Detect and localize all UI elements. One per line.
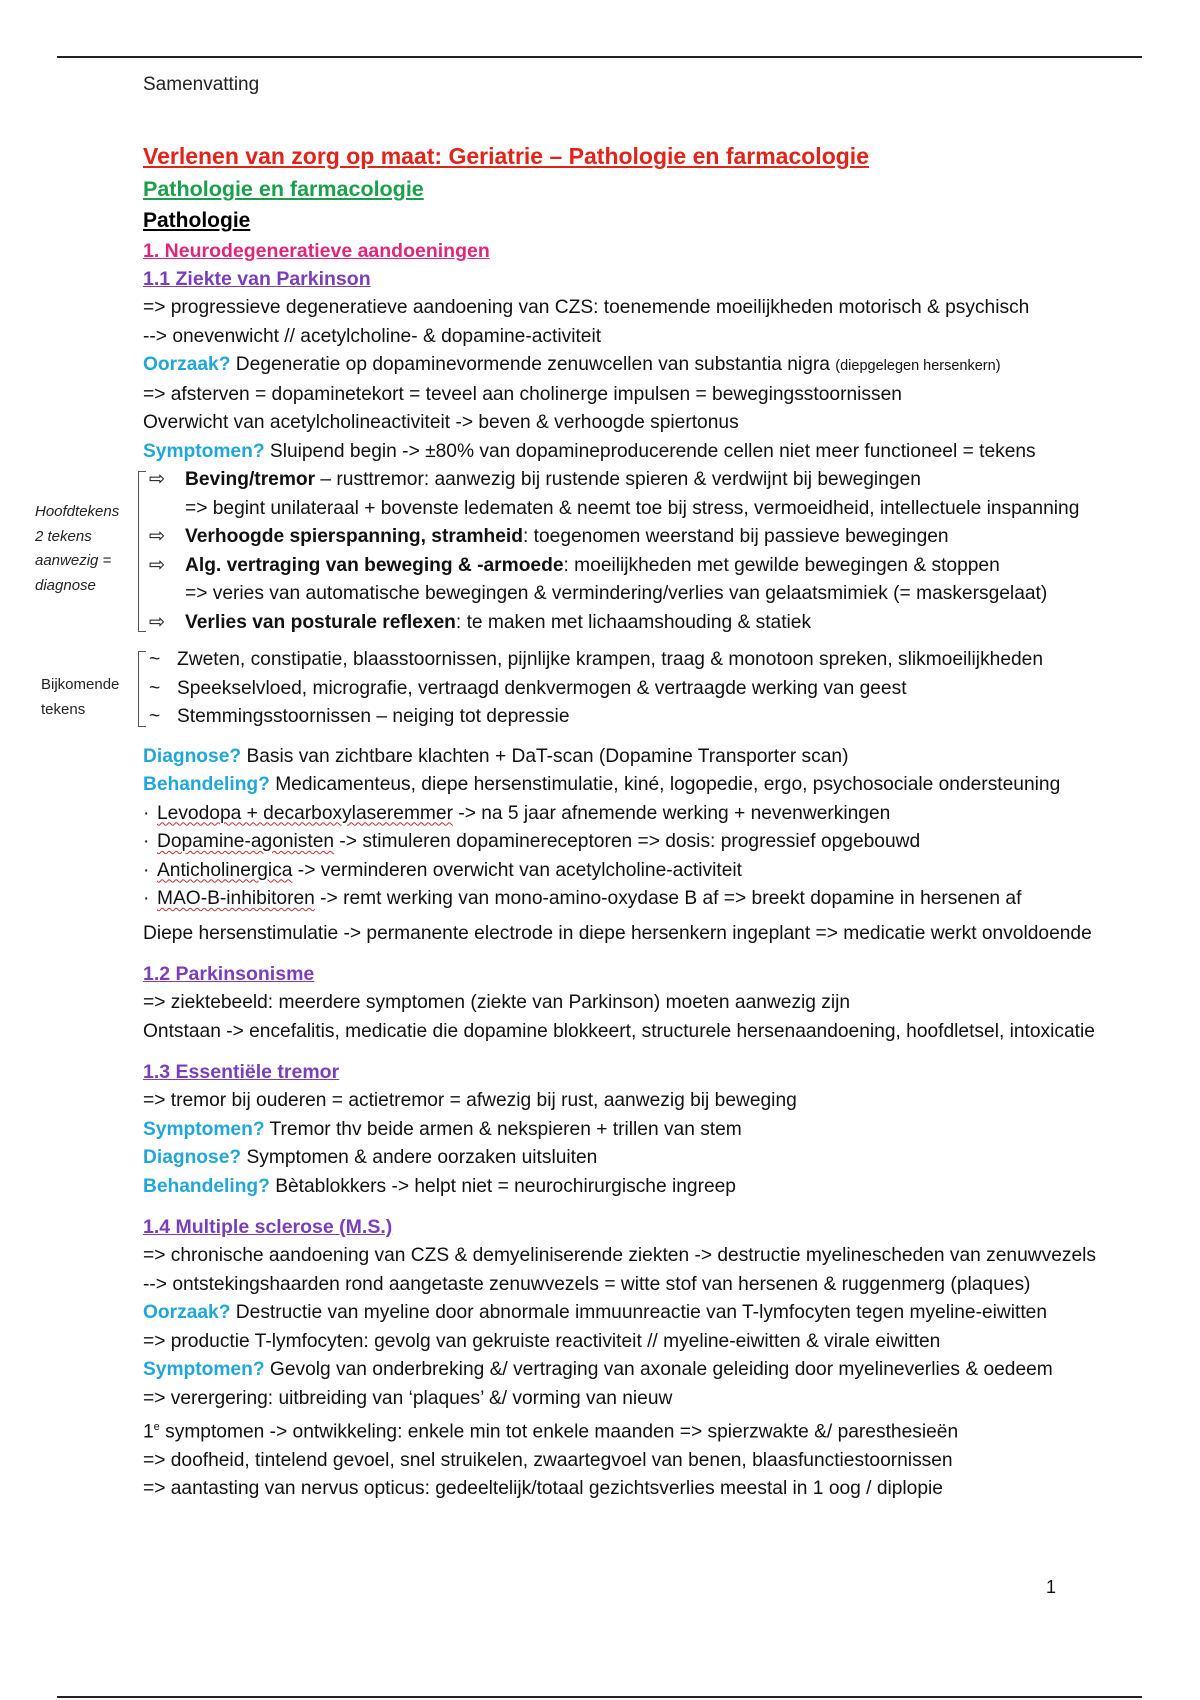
text-line: Diepe hersenstimulatie -> permanente electrode in diepe hersenkern ingeplant => medicatie werkt onvoldoende [143,922,1092,944]
text-line: => afsterven = dopaminetekort = teveel aan cholinerge impulsen = bewegingsstoornissen [143,383,902,405]
symptomen-line: Symptomen? Tremor thv beide armen & nekspieren + trillen van stem [143,1118,742,1140]
text-line: --> ontstekingshaarden rond aangetaste zenuwvezels = witte stof van hersenen & ruggenmerg (plaques) [143,1273,1031,1295]
bracket [138,471,146,632]
header-label: Samenvatting [143,74,260,95]
sub-title: Pathologie en farmacologie [143,177,424,201]
heading-tremor: 1.3 Essentiële tremor [143,1061,340,1083]
chapter-title: 1. Neurodegeneratieve aandoeningen [143,240,490,262]
behandeling-line: Behandeling? Medicamenteus, diepe hersenstimulatie, kiné, logopedie, ergo, psychosociale ondersteuning [143,774,1061,795]
tilde-icon: ~ [149,706,161,727]
bijkomende-list [143,646,1173,732]
symptomen-line: Symptomen? Gevolg van onderbreking &/ vertraging van axonale geleiding door myelineverlies & oedeem [143,1359,1053,1380]
page-number: 1 [1046,1577,1057,1597]
section-title: Pathologie [143,209,251,232]
oorzaak-line: Oorzaak? Degeneratie op dopaminevormende zenuwcellen van substantia nigra (diepgelegen hersenkern) [143,354,1001,375]
text-line: => progressieve degeneratieve aandoening van CZS: toenemende moeilijkheden motorisch & psychisch [143,297,1030,318]
list-item-cont: => veries van automatische bewegingen & vermindering/verlies van gelaatsmimiek (= maskersgelaat) [185,583,1048,604]
diagnose-line: Diagnose? Basis van zichtbare klachten + DaT-scan (Dopamine Transporter scan) [143,745,849,767]
list-item: ⇨ Verhoogde spierspanning, stramheid: toegenomen weerstand bij passieve bewegingen [143,523,1173,552]
oorzaak-line: Oorzaak? Destructie van myeline door abnormale immuunreactie van T-lymfocyten tegen myeline-eiwitten [143,1302,1048,1323]
text-line: => chronische aandoening van CZS & demyeliniserende ziekten -> destructie myelinescheden van zenuwvezels [143,1245,1096,1266]
heading-ms: 1.4 Multiple sclerose (M.S.) [143,1216,393,1238]
bullet-icon: · [143,888,150,909]
side-note-bijkomende: Bijkomende tekens [41,676,120,718]
main-title: Verlenen van zorg op maat: Geriatrie – Pathologie en farmacologie [143,143,869,169]
arrow-icon: ⇨ [149,526,166,547]
text-line: => doofheid, tintelend gevoel, snel struikelen, zwaartegvoel van benen, blaasfunctiestoornissen [143,1449,953,1471]
list-item: ⇨ Alg. vertraging van beweging & -armoede: moeilijkheden met gewilde bewegingen & stoppen [143,552,1173,581]
arrow-icon: ⇨ [149,611,166,633]
list-item-cont: => begint unilateraal + bovenste ledematen & neemt toe bij stress, vermoeidheid, intellectuele inspanning [185,497,1080,519]
list-item: ⇨ Verlies van posturale reflexen: te maken met lichaamshouding & statiek [143,609,1173,638]
bracket [138,651,146,727]
symptomen-line: Symptomen? Sluipend begin -> ±80% van dopamineproducerende cellen niet meer functioneel = tekens [143,440,1036,462]
hoofdtekens-list [143,466,1173,637]
tilde-icon: ~ [149,649,161,670]
text-line: => aantasting van nervus opticus: gedeeltelijk/totaal gezichtsverlies meestal in 1 oog / diplopie [143,1478,943,1500]
med-item: · Levodopa + decarboxylaseremmer -> na 5 jaar afnemende werking + nevenwerkingen [143,800,1173,829]
med-item: · Dopamine-agonisten -> stimuleren dopaminereceptoren => dosis: progressief opgebouwd [143,828,1173,857]
text-line: => tremor bij ouderen = actietremor = afwezig bij rust, aanwezig bij beweging [143,1090,797,1111]
heading-parkinsonisme: 1.2 Parkinsonisme [143,963,315,985]
bullet-icon: · [143,831,150,852]
side-note-hoofdtekens: Hoofdtekens 2 tekens aanwezig = diagnose [35,503,120,594]
text-line: => verergering: uitbreiding van ‘plaques’ &/ vorming van nieuw [143,1387,673,1409]
arrow-icon: ⇨ [149,554,166,576]
heading-parkinson: 1.1 Ziekte van Parkinson [143,268,371,290]
list-item: ~ Speekselvloed, micrografie, vertraagd denkvermogen & vertraagde werking van geest [143,675,1173,704]
list-item: ~ Zweten, constipatie, blaasstoornissen, pijnlijke krampen, traag & monotoon spreken, slikmoeilijkheden [143,646,1173,675]
tilde-icon: ~ [149,677,161,699]
behandeling-line: Behandeling? Bètablokkers -> helpt niet = neurochirurgische ingreep [143,1175,736,1197]
med-item: · Anticholinergica -> verminderen overwicht van acetylcholine-activiteit [143,857,1173,886]
text-line: 1e symptomen -> ontwikkeling: enkele min tot enkele maanden => spierzwakte &/ paresthesieën [143,1421,959,1443]
text-line: --> onevenwicht // acetylcholine- & dopamine-activiteit [143,325,602,347]
text-line: Ontstaan -> encefalitis, medicatie die dopamine blokkeert, structurele hersenaandoening, hoofdletsel, intoxicatie [143,1020,1095,1042]
diagnose-line: Diagnose? Symptomen & andere oorzaken uitsluiten [143,1147,598,1168]
bullet-icon: · [143,859,150,881]
bullet-icon: · [143,802,150,824]
list-item: ~ Stemmingsstoornissen – neiging tot depressie [143,703,1173,732]
med-item: · MAO-B-inhibitoren -> remt werking van mono-amino-oxydase B af => breekt dopamine in hersenen af [143,885,1173,914]
top-rule [57,56,1142,58]
list-item: ⇨ Beving/tremor – rusttremor: aanwezig bij rustende spieren & verdwijnt bij bewegingen [143,466,1173,495]
arrow-icon: ⇨ [149,469,166,490]
text-line: => productie T-lymfocyten: gevolg van gekruiste reactiviteit // myeline-eiwitten & virale eiwitten [143,1330,941,1352]
bottom-rule [57,1696,1142,1698]
text-line: => ziektebeeld: meerdere symptomen (ziekte van Parkinson) moeten aanwezig zijn [143,992,851,1013]
document-body [143,140,1173,1504]
text-line: Overwicht van acetylcholineactiviteit -> beven & verhoogde spiertonus [143,412,739,433]
